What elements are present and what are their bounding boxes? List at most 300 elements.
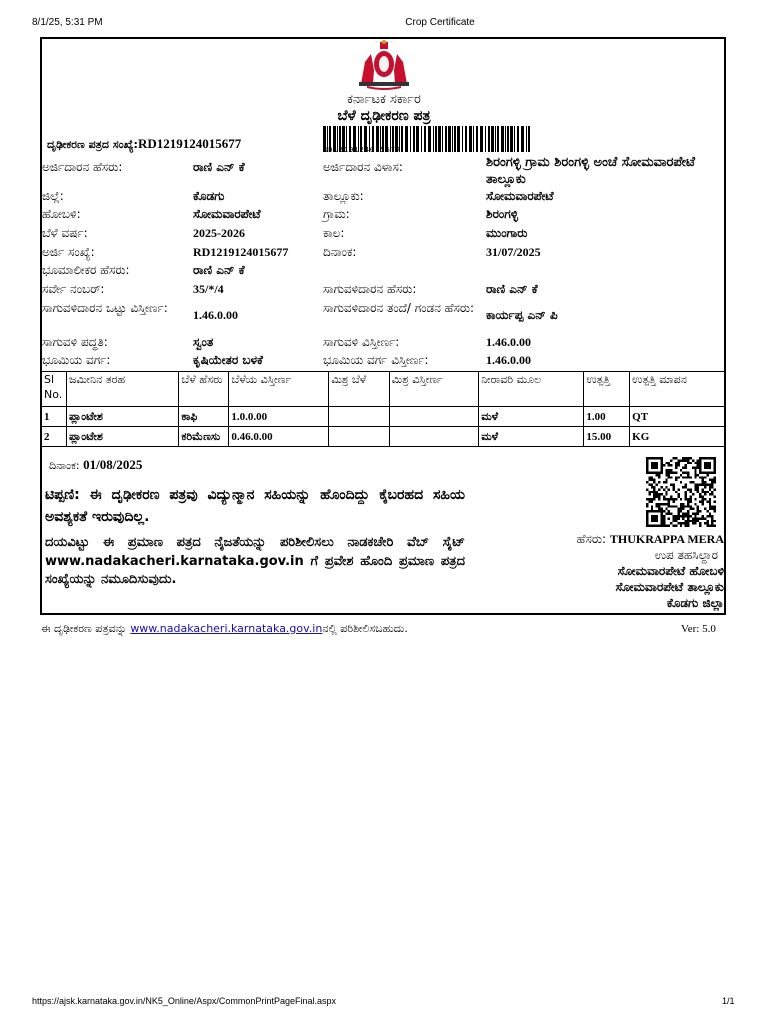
qr-module bbox=[687, 522, 689, 524]
qr-module bbox=[702, 517, 704, 519]
qr-module bbox=[651, 479, 653, 481]
barcode-bar bbox=[469, 126, 472, 152]
officer-hobli: ಸೋಮವಾರಪೇಟೆ ಹೋಬಳಿ bbox=[617, 564, 724, 578]
qr-module bbox=[670, 471, 672, 473]
application-date-value: 31/07/2025 bbox=[486, 245, 541, 259]
barcode-bar bbox=[448, 126, 451, 152]
crop-table bbox=[41, 371, 726, 447]
qr-module bbox=[685, 505, 687, 507]
table-cell bbox=[329, 407, 389, 427]
barcode-bar bbox=[442, 126, 443, 152]
officer-district: ಕೊಡಗು ಜಿಲ್ಲಾ bbox=[666, 596, 724, 610]
qr-module bbox=[711, 520, 713, 522]
qr-module bbox=[677, 508, 679, 510]
table-cell bbox=[389, 407, 479, 427]
qr-module bbox=[682, 457, 684, 459]
applicant-name-label: ಅರ್ಜಿದಾರನ ಹೆಸರು: bbox=[42, 160, 123, 174]
qr-module bbox=[663, 510, 665, 512]
qr-code bbox=[646, 457, 716, 527]
qr-module bbox=[697, 486, 699, 488]
qr-module bbox=[675, 471, 677, 473]
qr-module bbox=[699, 517, 701, 519]
qr-module bbox=[697, 484, 699, 486]
qr-module bbox=[714, 496, 716, 498]
qr-module bbox=[692, 513, 694, 515]
cultivator-total-label: ಸಾಗುವಳಿದಾರನ ಒಟ್ಟು ವಿಸ್ತೀರ್ಣ: bbox=[42, 301, 168, 315]
qr-module bbox=[673, 457, 675, 459]
qr-module bbox=[685, 476, 687, 478]
qr-module bbox=[682, 508, 684, 510]
barcode-bar bbox=[457, 126, 460, 152]
print-datetime: 8/1/25, 5:31 PM bbox=[32, 17, 103, 28]
qr-module bbox=[663, 517, 665, 519]
table-cell: 0.46.0.00 bbox=[229, 427, 329, 447]
barcode-bar bbox=[462, 126, 463, 152]
qr-module bbox=[651, 462, 658, 469]
qr-module bbox=[709, 515, 711, 517]
qr-module bbox=[697, 488, 699, 490]
qr-module bbox=[711, 486, 713, 488]
qr-module bbox=[677, 513, 679, 515]
barcode-bar bbox=[514, 126, 515, 152]
header-cell: Sl No. bbox=[42, 372, 67, 407]
officer-taluk: ಸೋಮವಾರಪೇಟೆ ತಾಲ್ಲೂಕು bbox=[615, 580, 724, 594]
qr-module bbox=[709, 508, 711, 510]
qr-module bbox=[711, 515, 713, 517]
qr-module bbox=[682, 513, 684, 515]
qr-module bbox=[685, 525, 687, 527]
qr-module bbox=[668, 505, 670, 507]
qr-module bbox=[668, 510, 670, 512]
qr-module bbox=[682, 486, 684, 488]
qr-module bbox=[665, 469, 667, 471]
issue-date-label: ದಿನಾಂಕ: bbox=[49, 459, 80, 472]
qr-module bbox=[687, 488, 689, 490]
qr-module bbox=[685, 491, 687, 493]
certificate-number bbox=[47, 136, 241, 152]
applicant-address-label: ಅರ್ಜಿದಾರನ ವಿಳಾಸ: bbox=[323, 160, 403, 174]
qr-module bbox=[687, 457, 689, 459]
qr-module bbox=[697, 513, 699, 515]
barcode-bar bbox=[480, 126, 483, 152]
qr-module bbox=[687, 513, 689, 515]
qr-module bbox=[665, 486, 667, 488]
qr-module bbox=[680, 508, 682, 510]
qr-module bbox=[663, 464, 665, 466]
qr-module bbox=[694, 484, 696, 486]
qr-module bbox=[663, 498, 665, 500]
qr-module bbox=[665, 525, 667, 527]
qr-module bbox=[699, 522, 701, 524]
qr-module bbox=[694, 471, 696, 473]
qr-module bbox=[680, 505, 682, 507]
qr-module bbox=[689, 481, 691, 483]
qr-module bbox=[694, 520, 696, 522]
barcode-bar bbox=[421, 126, 422, 152]
qr-module bbox=[685, 498, 687, 500]
land-type-value: ಕೃಷಿಯೇತರ ಬಳಕೆ bbox=[193, 353, 263, 367]
qr-module bbox=[694, 515, 696, 517]
qr-module bbox=[702, 515, 704, 517]
taluk-value: ಸೋಮವಾರಪೇಟೆ bbox=[486, 189, 554, 203]
qr-module bbox=[665, 498, 667, 500]
season-label: ಕಾಲ: bbox=[323, 226, 345, 240]
barcode-bar bbox=[454, 126, 456, 152]
qr-module bbox=[665, 479, 667, 481]
application-date-label: ದಿನಾಂಕ: bbox=[323, 245, 357, 259]
qr-module bbox=[646, 481, 648, 483]
header-cell: ಉತ್ಪತ್ತಿ bbox=[584, 372, 630, 407]
certificate-number-value: RD1219124015677 bbox=[137, 136, 242, 151]
barcode-bar bbox=[435, 126, 437, 152]
table-cell: 2 bbox=[42, 427, 67, 447]
table-cell: ಮಳೆ bbox=[479, 407, 584, 427]
qr-module bbox=[702, 496, 704, 498]
qr-module bbox=[677, 488, 679, 490]
qr-module bbox=[706, 515, 708, 517]
qr-module bbox=[663, 515, 665, 517]
land-type-label: ಭೂಮಿಯ ವರ್ಗ: bbox=[42, 353, 111, 367]
qr-module bbox=[694, 522, 696, 524]
district-label: ಜಿಲ್ಲೆ: bbox=[42, 189, 64, 203]
qr-module bbox=[706, 520, 708, 522]
barcode-bar bbox=[416, 126, 419, 152]
qr-module bbox=[670, 496, 672, 498]
qr-module bbox=[673, 525, 675, 527]
cultivator-father-value: ಕಾರ್ಯಪ್ಪ ಎನ್ ಪಿ bbox=[486, 308, 558, 322]
qr-module bbox=[694, 476, 696, 478]
qr-module bbox=[697, 491, 699, 493]
qr-module bbox=[668, 503, 670, 505]
qr-module bbox=[682, 459, 684, 461]
table-cell: QT bbox=[630, 407, 726, 427]
qr-module bbox=[653, 486, 655, 488]
barcode-bar bbox=[528, 126, 530, 152]
qr-module bbox=[685, 496, 687, 498]
table-cell: ಮಳೆ bbox=[479, 427, 584, 447]
qr-module bbox=[689, 488, 691, 490]
qr-module bbox=[646, 505, 648, 507]
qr-module bbox=[670, 513, 672, 515]
qr-module bbox=[706, 510, 708, 512]
qr-module bbox=[702, 481, 704, 483]
qr-module bbox=[709, 486, 711, 488]
qr-module bbox=[697, 505, 699, 507]
qr-module bbox=[709, 498, 711, 500]
hobli-value: ಸೋಮವಾರಪೇಟೆ bbox=[193, 207, 261, 221]
qr-module bbox=[714, 520, 716, 522]
qr-module bbox=[658, 508, 660, 510]
qr-module bbox=[675, 505, 677, 507]
qr-module bbox=[682, 476, 684, 478]
table-cell: ಪ್ಲಾಂಟೇಶ bbox=[66, 407, 178, 427]
print-page-count: 1/1 bbox=[722, 996, 735, 1006]
qr-module bbox=[668, 488, 670, 490]
qr-module bbox=[651, 491, 653, 493]
qr-module bbox=[704, 517, 706, 519]
barcode-bar bbox=[476, 126, 478, 152]
qr-module bbox=[673, 500, 675, 502]
qr-module bbox=[675, 515, 677, 517]
qr-module bbox=[675, 491, 677, 493]
table-cell bbox=[329, 427, 389, 447]
qr-module bbox=[694, 517, 696, 519]
qr-module bbox=[702, 498, 704, 500]
qr-module bbox=[673, 520, 675, 522]
qr-module bbox=[675, 498, 677, 500]
qr-module bbox=[677, 476, 679, 478]
qr-module bbox=[699, 484, 701, 486]
qr-module bbox=[675, 457, 677, 459]
government-title: ಕರ್ನಾಟಕ ಸರ್ಕಾರ bbox=[347, 92, 421, 107]
qr-module bbox=[689, 515, 691, 517]
qr-module bbox=[677, 462, 679, 464]
qr-module bbox=[687, 503, 689, 505]
qr-module bbox=[648, 491, 650, 493]
table-row bbox=[42, 427, 726, 447]
qr-module bbox=[685, 457, 687, 459]
qr-module bbox=[658, 505, 660, 507]
season-value: ಮುಂಗಾರು bbox=[486, 226, 528, 240]
qr-module bbox=[697, 459, 699, 461]
qr-module bbox=[709, 479, 711, 481]
qr-module bbox=[689, 498, 691, 500]
qr-module bbox=[670, 469, 672, 471]
certificate-number-label: ದೃಢೀಕರಣ ಪತ್ರದ ಸಂಖ್ಯೆ: bbox=[47, 138, 138, 151]
qr-module bbox=[687, 500, 689, 502]
table-cell bbox=[389, 427, 479, 447]
qr-module bbox=[651, 498, 653, 500]
crop-year-value: 2025-2026 bbox=[193, 226, 245, 240]
barcode-bar bbox=[473, 126, 474, 152]
qr-module bbox=[687, 459, 689, 461]
table-cell: 15.00 bbox=[584, 427, 630, 447]
qr-module bbox=[704, 508, 706, 510]
qr-module bbox=[675, 464, 677, 466]
barcode-bar bbox=[410, 126, 411, 152]
qr-module bbox=[704, 484, 706, 486]
qr-module bbox=[680, 459, 682, 461]
nadakacheri-link[interactable]: www.nadakacheri.karnataka.gov.in bbox=[130, 622, 323, 635]
qr-module bbox=[682, 467, 684, 469]
header-cell: ಬೆಳೆ ಹೆಸರು bbox=[179, 372, 229, 407]
header-cell: ಉತ್ಪತ್ತಿ ಮಾಪನ bbox=[630, 372, 726, 407]
table-cell: ಕಾಫಿ bbox=[179, 407, 229, 427]
qr-module bbox=[670, 484, 672, 486]
qr-module bbox=[682, 515, 684, 517]
cultivation-area-label: ಸಾಗುವಳಿ ವಿಸ್ತೀರ್ಣ: bbox=[323, 335, 400, 349]
owner-label: ಭೂಮಾಲೀಕರ ಹೆಸರು: bbox=[42, 263, 130, 277]
qr-module bbox=[699, 510, 701, 512]
qr-module bbox=[663, 503, 665, 505]
qr-module bbox=[714, 505, 716, 507]
qr-module bbox=[653, 491, 655, 493]
qr-module bbox=[692, 517, 694, 519]
qr-module bbox=[673, 484, 675, 486]
officer-name: THUKRAPPA MERA bbox=[609, 532, 724, 546]
qr-module bbox=[648, 500, 650, 502]
qr-module bbox=[668, 476, 670, 478]
qr-module bbox=[714, 479, 716, 481]
officer-block bbox=[480, 531, 724, 611]
barcode-bar bbox=[438, 126, 441, 152]
qr-module bbox=[685, 515, 687, 517]
qr-module bbox=[663, 481, 665, 483]
verify-suffix: ನಲ್ಲಿ ಪರಿಶೀಲಿಸಬಹುದು. bbox=[322, 622, 408, 635]
qr-module bbox=[694, 486, 696, 488]
land-area-label: ಭೂಮಿಯ ವರ್ಗ ವಿಸ್ತೀರ್ಣ: bbox=[323, 353, 429, 367]
village-label: ಗ್ರಾಮ: bbox=[323, 207, 350, 221]
barcode-bar bbox=[507, 126, 509, 152]
table-cell: KG bbox=[630, 427, 726, 447]
qr-module bbox=[675, 467, 677, 469]
qr-module bbox=[685, 513, 687, 515]
officer-name-line bbox=[480, 531, 724, 547]
qr-module bbox=[658, 488, 660, 490]
qr-module bbox=[658, 493, 660, 495]
qr-module bbox=[658, 476, 660, 478]
qr-module bbox=[668, 525, 670, 527]
qr-module bbox=[675, 462, 677, 464]
qr-module bbox=[651, 508, 653, 510]
survey-label: ಸರ್ವೇ ನಂಬರ್: bbox=[42, 282, 105, 296]
qr-module bbox=[699, 496, 701, 498]
barcode-bar bbox=[501, 126, 504, 152]
qr-module bbox=[697, 508, 699, 510]
qr-module bbox=[702, 484, 704, 486]
barcode-bar bbox=[433, 126, 434, 152]
qr-module bbox=[687, 515, 689, 517]
issue-date-value: 01/08/2025 bbox=[83, 457, 143, 472]
qr-module bbox=[682, 505, 684, 507]
header-cell: ಮಿಶ್ರ ಬೆಳೆ bbox=[329, 372, 389, 407]
qr-module bbox=[670, 522, 672, 524]
qr-module bbox=[694, 474, 696, 476]
issue-date bbox=[49, 457, 142, 473]
qr-module bbox=[687, 474, 689, 476]
qr-module bbox=[680, 503, 682, 505]
qr-module bbox=[680, 515, 682, 517]
qr-module bbox=[704, 522, 706, 524]
signature-note: ಟಿಪ್ಪಣಿ: ಈ ದೃಢೀಕರಣ ಪತ್ರವು ವಿದ್ಯುನ್ಮಾನ ಸಹಿಯನ್ನು ಹೊಂದಿದ್ದು ಕೈಬರಹದ ಸಹಿಯ ಅವಶ್ಯಕತೆ ಇರುವುದಿಲ್ಲ. bbox=[45, 487, 465, 525]
qr-module bbox=[663, 488, 665, 490]
qr-module bbox=[658, 503, 660, 505]
qr-module bbox=[668, 464, 670, 466]
qr-module bbox=[685, 467, 687, 469]
qr-module bbox=[673, 486, 675, 488]
qr-module bbox=[697, 517, 699, 519]
qr-module bbox=[689, 505, 691, 507]
qr-module bbox=[660, 503, 662, 505]
qr-module bbox=[714, 500, 716, 502]
qr-module bbox=[704, 481, 706, 483]
verify-line bbox=[41, 622, 408, 636]
village-value: ಶಿರಂಗಳ್ಳಿ bbox=[486, 207, 519, 221]
qr-module bbox=[682, 503, 684, 505]
qr-module bbox=[673, 471, 675, 473]
qr-module bbox=[665, 493, 667, 495]
table-cell: ಪ್ಲಾಂಟೇಶ bbox=[66, 427, 178, 447]
karnataka-emblem-icon bbox=[353, 40, 415, 90]
qr-module bbox=[687, 498, 689, 500]
applicant-name: ರಾಣಿ ಎನ್ ಕೆ bbox=[193, 160, 245, 174]
qr-module bbox=[648, 484, 650, 486]
qr-module bbox=[675, 479, 677, 481]
qr-module bbox=[677, 517, 679, 519]
qr-module bbox=[709, 488, 711, 490]
qr-module bbox=[656, 491, 658, 493]
qr-module bbox=[651, 476, 653, 478]
table-cell: 1 bbox=[42, 407, 67, 427]
qr-module bbox=[658, 496, 660, 498]
qr-module bbox=[687, 476, 689, 478]
barcode-bar bbox=[413, 126, 415, 152]
cultivator-label: ಸಾಗುವಳಿದಾರನ ಹೆಸರು: bbox=[323, 282, 417, 296]
cultivation-method-label: ಸಾಗುವಳಿ ಪದ್ಧತಿ: bbox=[42, 335, 108, 349]
qr-module bbox=[687, 525, 689, 527]
qr-module bbox=[711, 481, 713, 483]
qr-module bbox=[656, 474, 658, 476]
qr-module bbox=[673, 488, 675, 490]
qr-module bbox=[687, 471, 689, 473]
qr-module bbox=[685, 520, 687, 522]
qr-module bbox=[673, 517, 675, 519]
certificate-title: ಬೆಳೆ ದೃಢೀಕರಣ ಪತ್ರ bbox=[337, 108, 431, 124]
qr-module bbox=[714, 508, 716, 510]
barcode-bar bbox=[405, 126, 408, 152]
hobli-label: ಹೋಬಳಿ: bbox=[42, 207, 81, 221]
qr-module bbox=[670, 459, 672, 461]
qr-module bbox=[699, 476, 701, 478]
applicant-address: ಶಿರಂಗಳ್ಳಿ ಗ್ರಾಮ ಶಿರಂಗಳ್ಳಿ ಅಂಚೆ ಸೋಮವಾರಪೇಟೆ ತಾಲ್ಲೂಕು bbox=[486, 155, 696, 187]
qr-module bbox=[694, 488, 696, 490]
qr-module bbox=[685, 471, 687, 473]
qr-module bbox=[714, 525, 716, 527]
qr-module bbox=[706, 522, 708, 524]
qr-module bbox=[665, 508, 667, 510]
table-cell: 1.00 bbox=[584, 407, 630, 427]
barcode-bar bbox=[428, 126, 431, 152]
qr-module bbox=[709, 505, 711, 507]
taluk-label: ತಾಲ್ಲೂಕು: bbox=[323, 189, 364, 203]
barcode-bar bbox=[452, 126, 453, 152]
qr-module bbox=[711, 505, 713, 507]
qr-module bbox=[687, 510, 689, 512]
qr-module bbox=[675, 520, 677, 522]
qr-module bbox=[677, 515, 679, 517]
barcode-bar bbox=[401, 126, 403, 152]
qr-module bbox=[663, 520, 665, 522]
qr-module bbox=[711, 491, 713, 493]
qr-module bbox=[658, 498, 660, 500]
qr-module bbox=[692, 481, 694, 483]
qr-module bbox=[680, 510, 682, 512]
qr-module bbox=[685, 522, 687, 524]
qr-module bbox=[694, 503, 696, 505]
qr-module bbox=[646, 503, 648, 505]
qr-module bbox=[689, 491, 691, 493]
qr-module bbox=[653, 493, 655, 495]
cultivator-value: ರಾಣಿ ಎನ್ ಕೆ bbox=[486, 282, 538, 296]
qr-module bbox=[697, 474, 699, 476]
qr-module bbox=[660, 508, 662, 510]
qr-module bbox=[668, 513, 670, 515]
qr-module bbox=[706, 500, 708, 502]
qr-module bbox=[677, 493, 679, 495]
qr-module bbox=[653, 481, 655, 483]
qr-module bbox=[689, 496, 691, 498]
qr-module bbox=[668, 500, 670, 502]
